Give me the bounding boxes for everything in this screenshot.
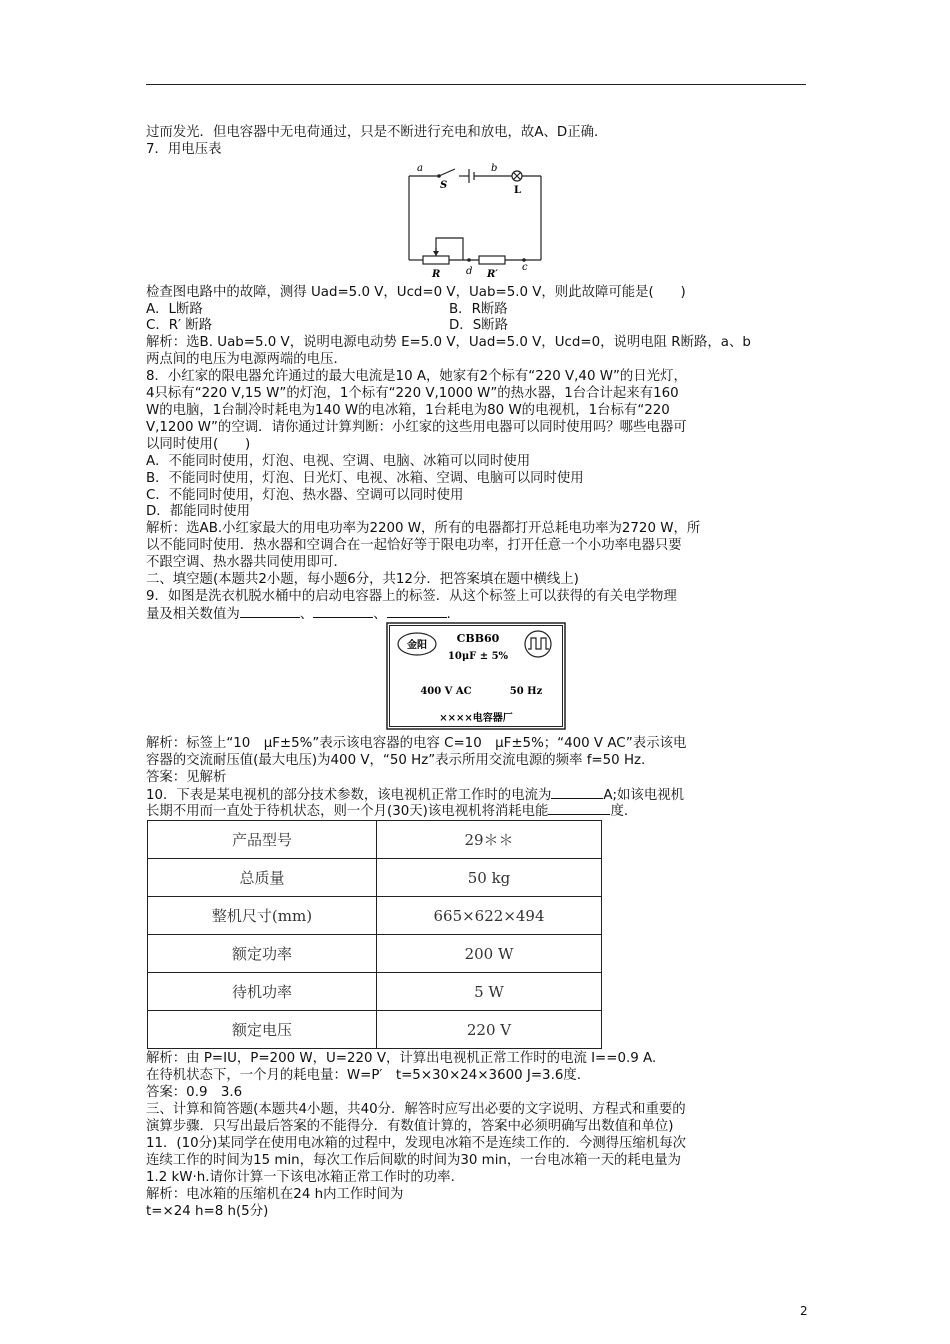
brand-logo-text: 金阳 <box>407 640 427 651</box>
node-b-label: b <box>491 163 498 174</box>
answer-blank[interactable] <box>240 605 300 618</box>
answer-blank[interactable] <box>551 786 603 799</box>
resistor-r-label: R <box>432 269 441 280</box>
text-line: 演算步骤．只写出最后答案的不能得分．有数值计算的，答案中必须明确写出数值和单位) <box>146 1119 674 1134</box>
text-line: t=×24 h=8 h(5分) <box>146 1204 269 1219</box>
maker-text: ××××电容器厂 <box>439 713 513 724</box>
text-fragment: 、 <box>299 607 314 622</box>
table-cell: 200 W <box>377 935 602 973</box>
question-8: 8．小红家的限电器允许通过的最大电流是10 A，她家有2个标有“220 V,40 W”的日光灯， <box>146 369 687 384</box>
option-b: B．不能同时使用，灯泡、日光灯、电视、冰箱、空调、电脑可以同时使用 <box>146 471 584 486</box>
text-line: 解析：电冰箱的压缩机在24 h内工作时间为 <box>146 1187 404 1202</box>
answer-blank[interactable] <box>313 605 373 618</box>
text-fragment: 度. <box>610 804 629 819</box>
capacitor-label-figure <box>386 622 566 730</box>
text-line: 连续工作的时间为15 min，每次工作后间歇的时间为30 min，一台电冰箱一天的耗电量为 <box>146 1153 681 1168</box>
question-11: 11．(10分)某同学在使用电冰箱的过程中，发现电冰箱不是连续工作的．今测得压缩机每次 <box>146 1136 686 1151</box>
frequency-text: 50 Hz <box>509 686 543 697</box>
text-line <box>146 605 451 623</box>
option-c: C．不能同时使用，灯泡、热水器、空调可以同时使用 <box>146 488 464 503</box>
table-row <box>148 1011 602 1049</box>
option-c: C．R′ 断路 <box>146 318 213 333</box>
table-cell: 额定功率 <box>148 935 377 973</box>
text-line: 4只标有“220 V,15 W”的灯泡，1个标有“220 V,1000 W”的热水器，1台合计起来有160 <box>146 386 679 401</box>
text-line: 解析：选B. Uab=5.0 V，说明电源电动势 E=5.0 V，Uad=5.0 V，Ucd=0，说明电阻 R断路，a、b <box>146 335 751 350</box>
text-fragment: . <box>446 607 451 622</box>
text-line: 解析：由 P=IU，P=200 W，U=220 V，计算出电视机正常工作时的电流 I==0.9 A. <box>146 1051 657 1066</box>
answer-blank[interactable] <box>548 802 610 815</box>
voltage-text: 400 V AC <box>420 686 472 697</box>
text-line: 容器的交流耐压值(最大电压)为400 V，“50 Hz”表示所用交流电源的频率 f=50 Hz. <box>146 753 646 768</box>
text-line: V,1200 W”的空调．请你通过计算判断：小红家的这些用电器可以同时使用吗？哪些电器可 <box>146 420 687 435</box>
question-9: 9．如图是洗衣机脱水桶中的启动电容器上的标签．从这个标签上可以获得的有关电学物理 <box>146 589 677 604</box>
text-fragment: 量及相关数值为 <box>146 607 240 622</box>
text-fragment: 10．下表是某电视机的部分技术参数，该电视机正常工作时的电流为 <box>146 788 552 803</box>
text-line: 检查图电路中的故障，测得 Uad=5.0 V，Ucd=0 V，Uab=5.0 V，则此故障可能是( ) <box>146 285 686 300</box>
switch-s-label: S <box>440 180 448 191</box>
table-row <box>148 897 602 935</box>
option-d: D．S断路 <box>449 318 508 333</box>
text-fragment: A;如该电视机 <box>603 788 684 803</box>
node-c-label: c <box>522 262 528 273</box>
node-a-label: a <box>417 163 423 174</box>
text-line: 解析：标签上“10 μF±5%”表示该电容器的电容 C=10 μF±5%；“400 V AC”表示该电 <box>146 736 687 751</box>
model-text: CBB60 <box>456 632 500 645</box>
text-line: 1.2 kW·h.请你计算一下该电冰箱正常工作时的功率． <box>146 1170 464 1185</box>
text-line: 在待机状态下，一个月的耗电量：W=P′ t=5×30×24×3600 J=3.6度. <box>146 1068 581 1083</box>
option-b: B．R断路 <box>449 302 508 317</box>
table-cell: 整机尺寸(mm) <box>148 897 377 935</box>
option-a: A．不能同时使用，灯泡、电视、空调、电脑、冰箱可以同时使用 <box>146 454 531 469</box>
text-line: 解析：选AB.小红家最大的用电功率为2200 W，所有的电器都打开总耗电功率为2720 W，所 <box>146 521 701 536</box>
text-fragment: 长期不用而一直处于待机状态，则一个月(30天)该电视机将消耗电能 <box>146 804 549 819</box>
text-line: 过而发光．但电容器中无电荷通过，只是不断进行充电和放电，故A、D正确． <box>146 125 608 140</box>
answer-line: 答案：0.9 3.6 <box>146 1085 243 1100</box>
table-cell: 220 V <box>377 1011 602 1049</box>
text-line: 以不能同时使用．热水器和空调合在一起恰好等于限电功率，打开任意一个小功率电器只要 <box>146 538 682 553</box>
text-line: W的电脑，1台制冷时耗电为140 W的电冰箱，1台耗电为80 W的电视机，1台标有“220 <box>146 403 670 418</box>
text-fragment: 、 <box>373 607 387 622</box>
table-cell: 额定电压 <box>148 1011 377 1049</box>
question-7-heading: 7．用电压表 <box>146 142 222 157</box>
table-row <box>148 859 602 897</box>
table-row <box>148 935 602 973</box>
circuit-diagram <box>395 160 555 282</box>
tv-spec-table <box>147 820 602 1049</box>
resistor-rprime-label: R′ <box>487 269 498 280</box>
table-cell: 665×622×494 <box>377 897 602 935</box>
text-line: 不跟空调、热水器共同使用即可． <box>146 555 347 570</box>
answer-blank[interactable] <box>387 605 447 618</box>
table-cell: 50 kg <box>377 859 602 897</box>
section-heading: 二、填空题(本题共2小题，每小题6分，共12分．把答案填在题中横线上) <box>146 572 579 587</box>
page-number: 2 <box>800 1304 808 1318</box>
table-row <box>148 973 602 1011</box>
table-row <box>148 821 602 859</box>
header-rule <box>146 84 806 85</box>
answer-line: 答案：见解析 <box>146 770 227 785</box>
text-line: 两点间的电压为电源两端的电压． <box>146 352 347 367</box>
capacitance-text: 10μF ± 5% <box>447 651 509 662</box>
text-line: 以同时使用( ) <box>146 437 251 452</box>
table-cell: 待机功率 <box>148 973 377 1011</box>
table-cell: 产品型号 <box>148 821 377 859</box>
node-d-label: d <box>466 266 473 277</box>
section-heading: 三、计算和简答题(本题共4小题，共40分．解答时应写出必要的文字说明、方程式和重要的 <box>146 1102 686 1117</box>
option-d: D．都能同时使用 <box>146 504 251 519</box>
lamp-l-label: L <box>514 185 522 196</box>
table-cell: 总质量 <box>148 859 377 897</box>
table-cell: 5 W <box>377 973 602 1011</box>
option-a: A．L断路 <box>146 302 203 317</box>
text-line <box>146 802 628 820</box>
table-cell: 29＊＊ <box>377 821 602 859</box>
